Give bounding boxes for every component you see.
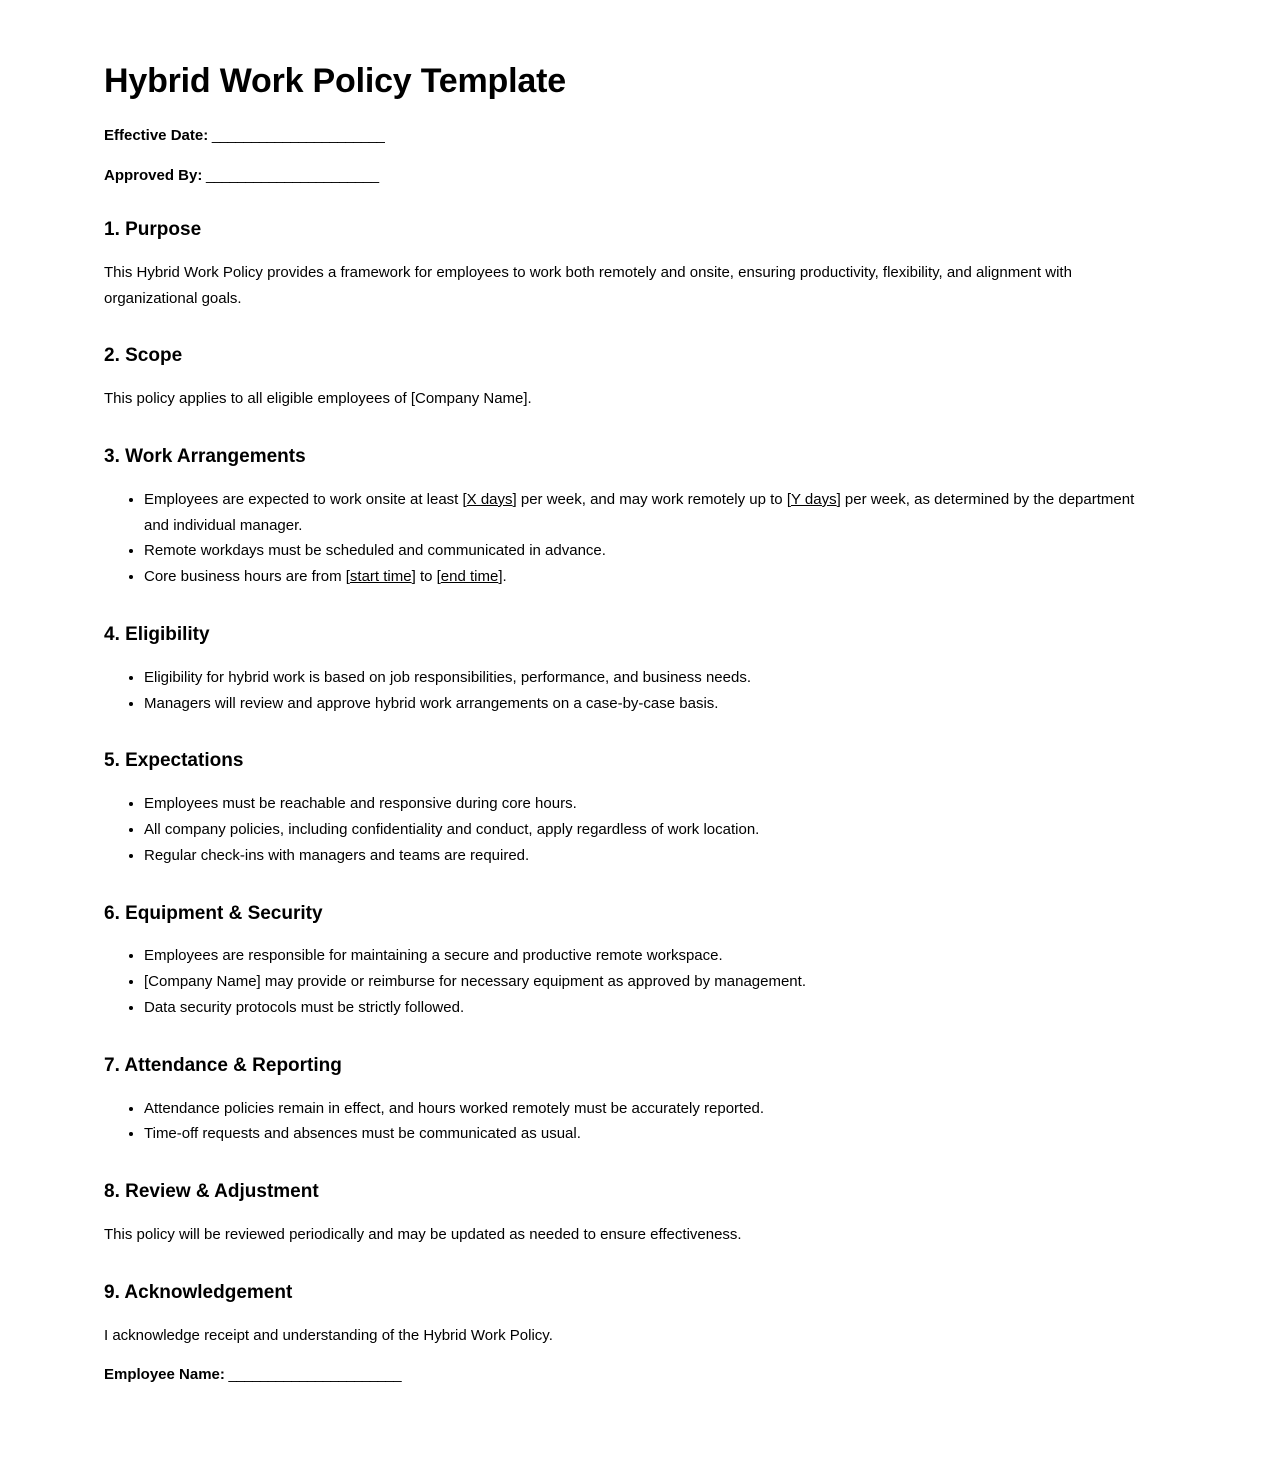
list-item-text: Employees must be reachable and responsive during core hours. bbox=[144, 795, 577, 813]
placeholder-token[interactable]: Y days bbox=[790, 490, 837, 508]
section-heading: 2. Scope bbox=[104, 345, 183, 367]
list-item bbox=[144, 1121, 1159, 1147]
section-heading: 6. Equipment & Security bbox=[104, 902, 323, 924]
list-item-text: Time-off requests and absences must be communicated as usual. bbox=[144, 1125, 581, 1143]
list-item-text: ] per week, and may work remotely up to [ bbox=[512, 490, 791, 508]
meta-field-row bbox=[104, 127, 1159, 145]
section-heading: 5. Expectations bbox=[104, 750, 244, 772]
list-item bbox=[144, 538, 1159, 564]
list-item-text: ]. bbox=[498, 568, 507, 586]
list-item bbox=[144, 487, 1159, 539]
list-item-text: Data security protocols must be strictly followed. bbox=[144, 999, 465, 1017]
list-item-text: ] to [ bbox=[411, 568, 441, 586]
section-paragraph: This policy applies to all eligible employees of [Company Name]. bbox=[104, 390, 532, 408]
list-item-text: Core business hours are from [ bbox=[144, 568, 350, 586]
meta-field-blank[interactable]: ______________________ bbox=[202, 167, 379, 185]
meta-field-label: Effective Date: bbox=[104, 127, 209, 145]
meta-field-blank[interactable]: ______________________ bbox=[208, 127, 385, 145]
document-section bbox=[104, 219, 1159, 311]
document-section bbox=[104, 446, 1159, 590]
document-section bbox=[104, 750, 1159, 868]
signature-blank[interactable]: ______________________ bbox=[224, 1366, 402, 1384]
section-heading: 1. Purpose bbox=[104, 219, 202, 241]
placeholder-token[interactable]: X days bbox=[466, 490, 513, 508]
list-item bbox=[144, 665, 1159, 691]
list-item bbox=[144, 995, 1159, 1021]
list-item-text: Eligibility for hybrid work is based on job responsibilities, performance, and business needs. bbox=[144, 668, 751, 686]
document-section bbox=[104, 903, 1159, 1021]
document-section bbox=[104, 1055, 1159, 1147]
list-item bbox=[144, 791, 1159, 817]
section-bullet-list bbox=[104, 487, 1159, 590]
document-section bbox=[104, 624, 1159, 716]
section-bullet-list bbox=[104, 665, 1159, 717]
signature-line bbox=[104, 1362, 1159, 1388]
list-item bbox=[144, 817, 1159, 843]
section-bullet-list bbox=[104, 943, 1159, 1020]
list-item bbox=[144, 564, 1159, 590]
placeholder-token[interactable]: end time bbox=[440, 568, 499, 586]
document-section bbox=[104, 345, 1159, 412]
signature-label: Employee Name: bbox=[104, 1366, 225, 1384]
document-section bbox=[104, 1181, 1159, 1248]
list-item bbox=[144, 943, 1159, 969]
list-item-text: ] per week, as determined by the department and individual manager. bbox=[144, 490, 1135, 534]
section-heading: 4. Eligibility bbox=[104, 624, 210, 646]
page-title: Hybrid Work Policy Template bbox=[104, 62, 566, 100]
list-item-text: Employees are responsible for maintaining a secure and productive remote workspace. bbox=[144, 947, 723, 965]
section-heading: 7. Attendance & Reporting bbox=[104, 1054, 342, 1076]
list-item-text: All company policies, including confidentiality and conduct, apply regardless of work location. bbox=[144, 821, 760, 839]
list-item bbox=[144, 969, 1159, 995]
section-paragraph: This Hybrid Work Policy provides a framework for employees to work both remotely and onsite, ensuring productivity, flexibility, and alignment with organizational goals. bbox=[104, 263, 1072, 307]
meta-field-row bbox=[104, 167, 1159, 185]
document-meta-fields bbox=[104, 127, 1159, 185]
list-item-text: Regular check-ins with managers and teams are required. bbox=[144, 846, 530, 864]
section-paragraph: I acknowledge receipt and understanding of the Hybrid Work Policy. bbox=[104, 1326, 553, 1344]
section-heading: 8. Review & Adjustment bbox=[104, 1181, 319, 1203]
list-item-text: Attendance policies remain in effect, and hours worked remotely must be accurately reported. bbox=[144, 1099, 765, 1117]
list-item bbox=[144, 691, 1159, 717]
document-section bbox=[104, 1282, 1159, 1388]
list-item-text: Remote workdays must be scheduled and communicated in advance. bbox=[144, 542, 606, 560]
list-item-text: Employees are expected to work onsite at least [ bbox=[144, 490, 467, 508]
list-item-text: Managers will review and approve hybrid work arrangements on a case-by-case basis. bbox=[144, 694, 719, 712]
section-bullet-list bbox=[104, 1096, 1159, 1148]
document-sections bbox=[104, 219, 1159, 1388]
section-heading: 3. Work Arrangements bbox=[104, 446, 306, 468]
list-item bbox=[144, 843, 1159, 869]
meta-field-label: Approved By: bbox=[104, 167, 203, 185]
list-item-text: [Company Name] may provide or reimburse for necessary equipment as approved by management. bbox=[144, 973, 806, 991]
section-heading: 9. Acknowledgement bbox=[104, 1281, 293, 1303]
section-bullet-list bbox=[104, 791, 1159, 868]
list-item bbox=[144, 1096, 1159, 1122]
section-paragraph: This policy will be reviewed periodically and may be updated as needed to ensure effectiveness. bbox=[104, 1226, 742, 1244]
placeholder-token[interactable]: start time bbox=[349, 568, 412, 586]
